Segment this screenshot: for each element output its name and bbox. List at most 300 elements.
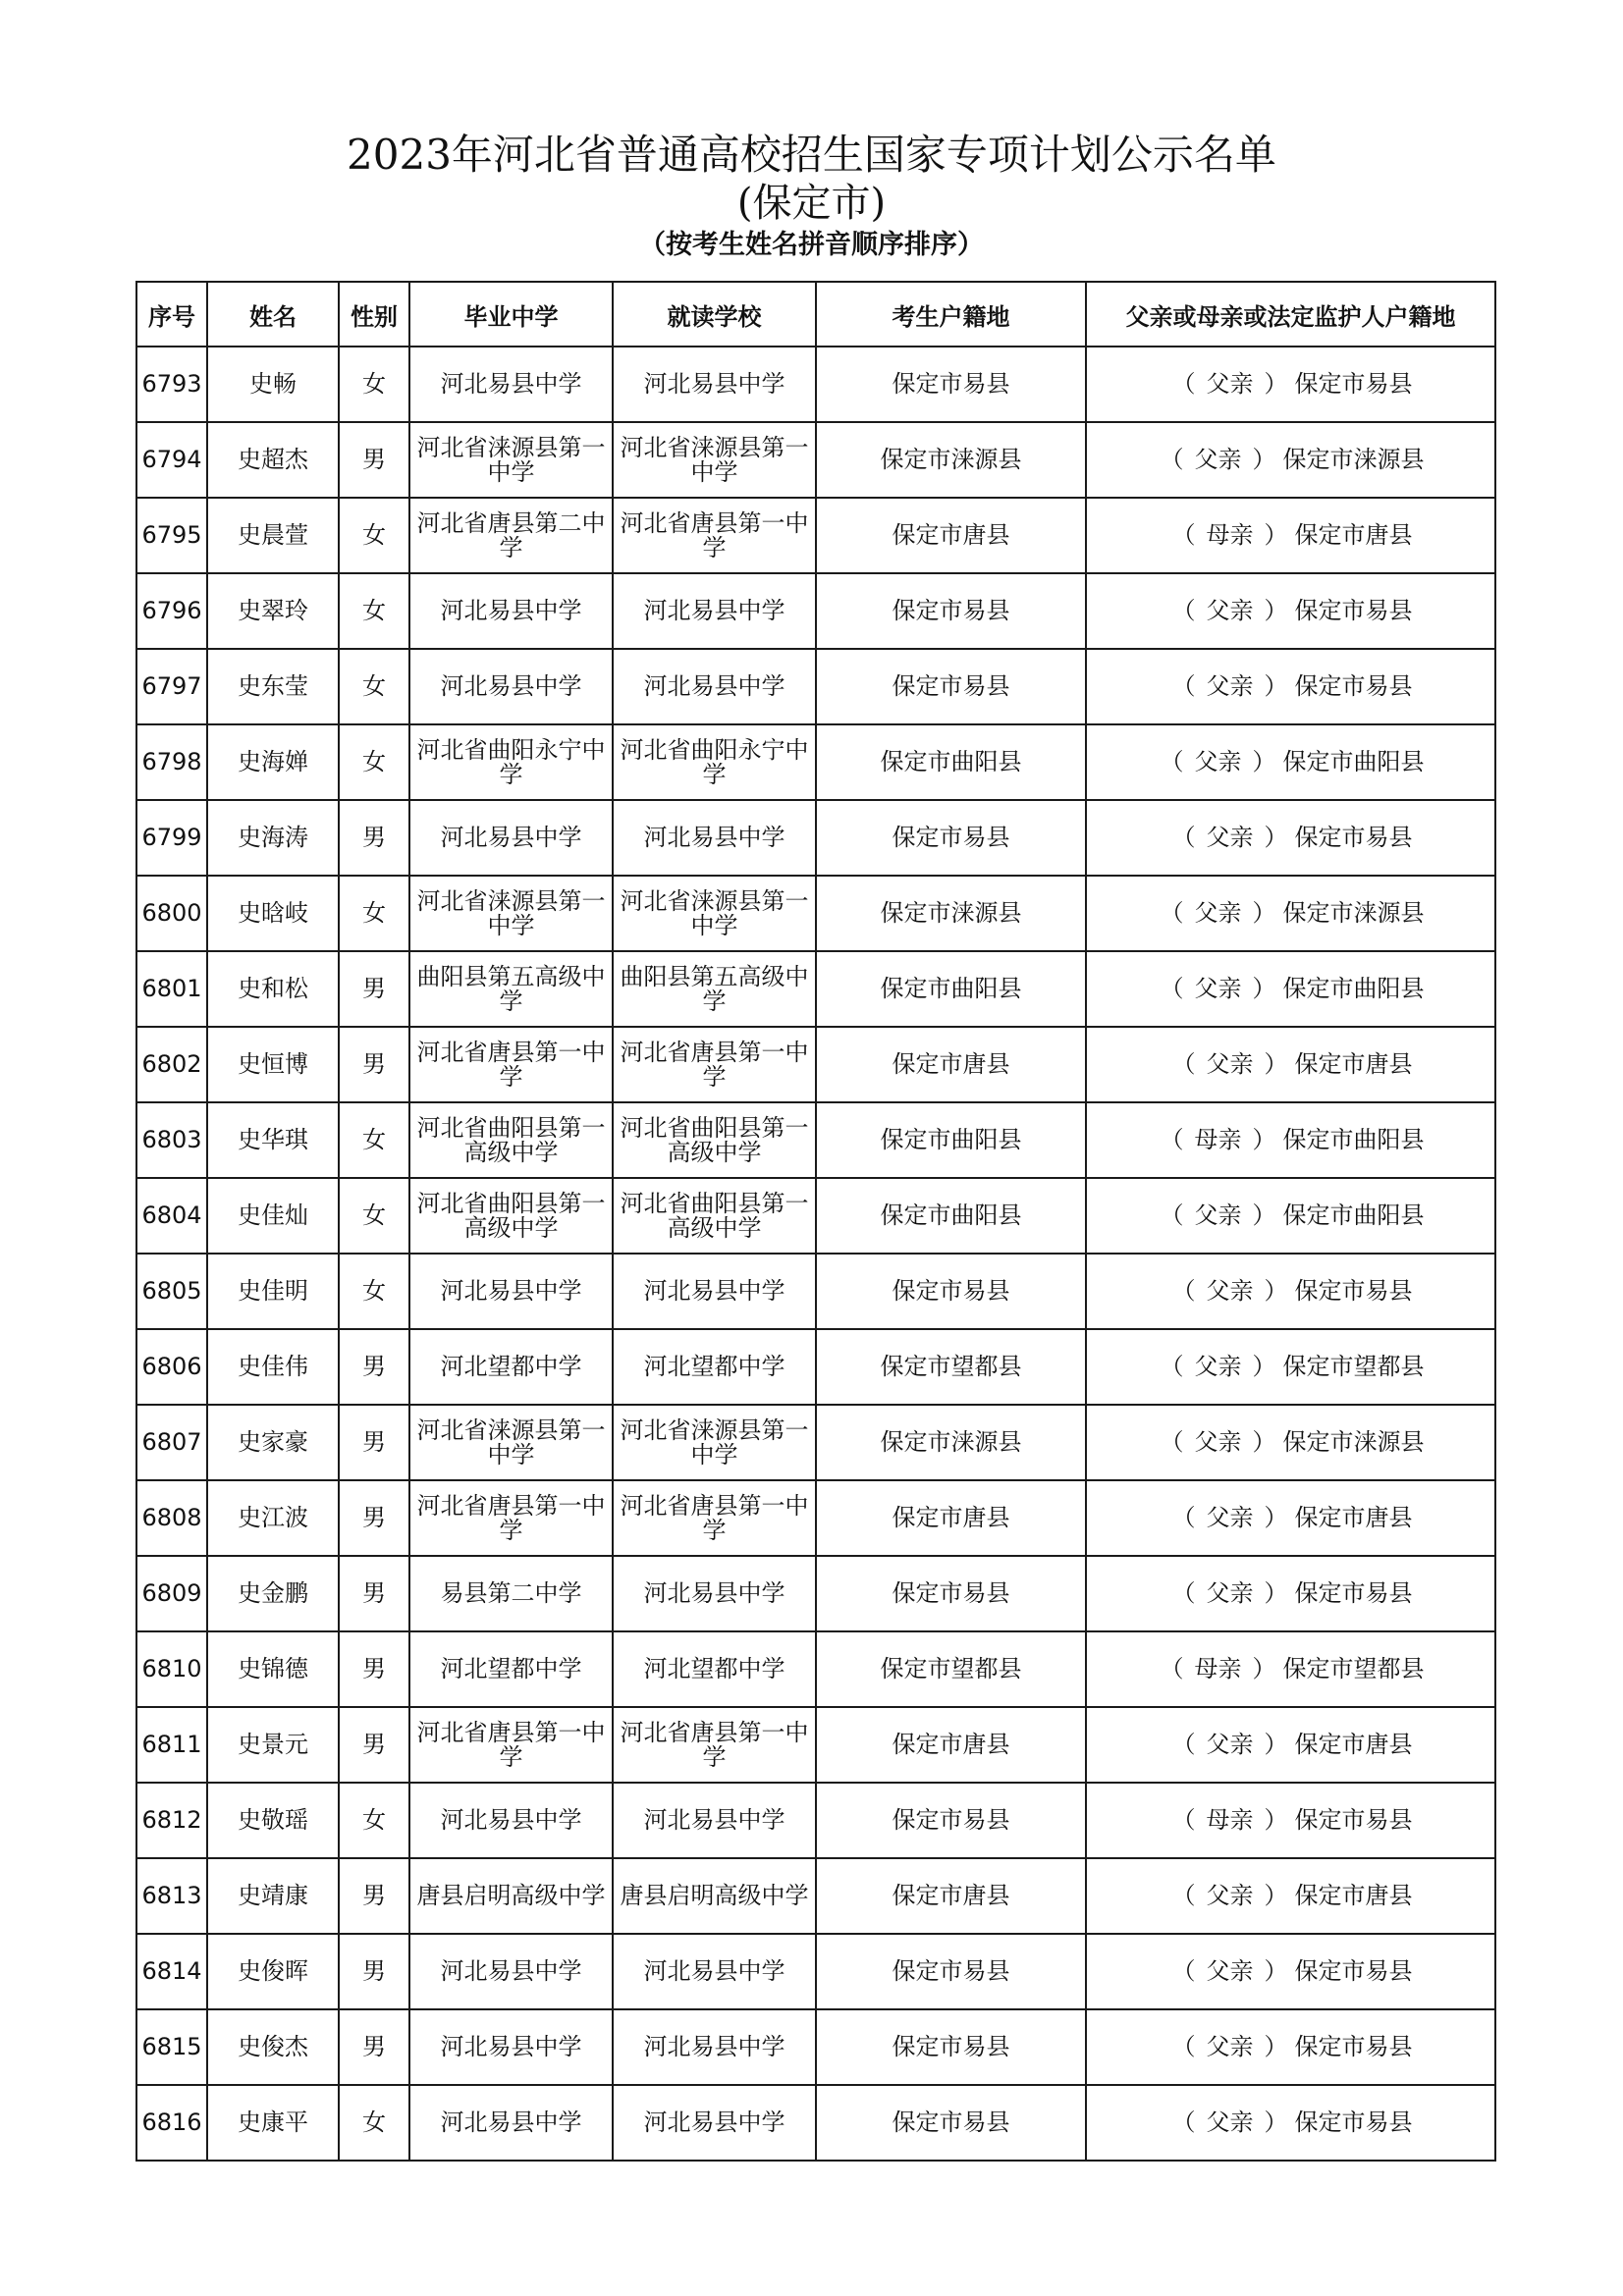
- guardian-domicile-cell: [1086, 2085, 1495, 2161]
- close-paren: ）: [1264, 1731, 1288, 1758]
- guardian-domicile: 保定市易县: [1294, 1277, 1413, 1305]
- current-school-cell: 河北易县中学: [613, 2009, 816, 2085]
- name-cell: 史海涛: [207, 800, 339, 876]
- current-school-cell: 河北易县中学: [613, 1254, 816, 1329]
- open-paren: （: [1160, 1126, 1184, 1153]
- guardian-domicile: 保定市易县: [1294, 824, 1413, 851]
- grad-school-cell: 河北省曲阳县第一高级中学: [409, 1102, 613, 1178]
- guardian-domicile-cell: [1086, 347, 1495, 422]
- name-cell: 史江波: [207, 1480, 339, 1556]
- domicile-cell: 保定市望都县: [816, 1329, 1086, 1405]
- guardian-domicile-cell: [1086, 498, 1495, 573]
- grad-school-cell: 河北易县中学: [409, 649, 613, 724]
- current-school-cell: 河北易县中学: [613, 1556, 816, 1631]
- current-school-cell: 河北省曲阳县第一高级中学: [613, 1178, 816, 1254]
- seq-cell: 6804: [136, 1178, 207, 1254]
- guardian-domicile-cell: [1086, 1858, 1495, 1934]
- seq-cell: 6802: [136, 1027, 207, 1102]
- domicile-cell: 保定市易县: [816, 1254, 1086, 1329]
- guardian-relation: 父亲: [1206, 672, 1254, 700]
- guardian-domicile-cell: [1086, 1405, 1495, 1480]
- close-paren: ）: [1264, 1050, 1288, 1078]
- grad-school-cell: 河北省曲阳县第一高级中学: [409, 1178, 613, 1254]
- gender-cell: 女: [339, 347, 409, 422]
- close-paren: ）: [1252, 1353, 1276, 1380]
- open-paren: （: [1160, 1353, 1184, 1380]
- guardian-domicile-cell: [1086, 1329, 1495, 1405]
- guardian-domicile-cell: [1086, 1102, 1495, 1178]
- guardian-domicile: 保定市唐县: [1294, 1731, 1413, 1758]
- grad-school-cell: 易县第二中学: [409, 1556, 613, 1631]
- current-school-cell: 河北省曲阳永宁中学: [613, 724, 816, 800]
- grad-school-cell: 河北省曲阳永宁中学: [409, 724, 613, 800]
- gender-cell: 女: [339, 724, 409, 800]
- name-cell: 史佳伟: [207, 1329, 339, 1405]
- domicile-cell: 保定市易县: [816, 1783, 1086, 1858]
- open-paren: （: [1171, 1957, 1196, 1985]
- current-school-cell: 河北易县中学: [613, 347, 816, 422]
- grad-school-cell: 河北易县中学: [409, 347, 613, 422]
- table-row: [136, 1556, 1495, 1631]
- close-paren: ）: [1264, 672, 1288, 700]
- grad-school-cell: 河北省涞源县第一中学: [409, 422, 613, 498]
- open-paren: （: [1160, 1428, 1184, 1456]
- grad-school-cell: 河北省涞源县第一中学: [409, 1405, 613, 1480]
- domicile-cell: 保定市易县: [816, 800, 1086, 876]
- table-row: [136, 422, 1495, 498]
- gender-cell: 男: [339, 1027, 409, 1102]
- current-school-cell: 河北易县中学: [613, 2085, 816, 2161]
- guardian-domicile-cell: [1086, 573, 1495, 649]
- open-paren: （: [1171, 1882, 1196, 1909]
- name-cell: 史佳灿: [207, 1178, 339, 1254]
- current-school-cell: 曲阳县第五高级中学: [613, 951, 816, 1027]
- close-paren: ）: [1264, 1806, 1288, 1834]
- seq-cell: 6801: [136, 951, 207, 1027]
- current-school-cell: 河北易县中学: [613, 573, 816, 649]
- guardian-relation: 父亲: [1206, 824, 1254, 851]
- name-cell: 史畅: [207, 347, 339, 422]
- table-row: [136, 1102, 1495, 1178]
- domicile-cell: 保定市望都县: [816, 1631, 1086, 1707]
- grad-school-cell: 河北省唐县第一中学: [409, 1707, 613, 1783]
- close-paren: ）: [1252, 899, 1276, 927]
- name-cell: 史俊杰: [207, 2009, 339, 2085]
- close-paren: ）: [1264, 521, 1288, 549]
- guardian-domicile-cell: [1086, 1027, 1495, 1102]
- table-row: [136, 1254, 1495, 1329]
- column-header-gender: 性别: [339, 282, 409, 347]
- name-cell: 史家豪: [207, 1405, 339, 1480]
- domicile-cell: 保定市涞源县: [816, 1405, 1086, 1480]
- guardian-domicile: 保定市涞源县: [1282, 899, 1425, 927]
- close-paren: ）: [1264, 2109, 1288, 2136]
- guardian-domicile: 保定市易县: [1294, 1806, 1413, 1834]
- table-row: [136, 649, 1495, 724]
- gender-cell: 男: [339, 1707, 409, 1783]
- grad-school-cell: 河北易县中学: [409, 1254, 613, 1329]
- guardian-relation: 父亲: [1206, 1277, 1254, 1305]
- guardian-domicile: 保定市唐县: [1294, 1050, 1413, 1078]
- guardian-domicile-cell: [1086, 1934, 1495, 2009]
- name-cell: 史海婵: [207, 724, 339, 800]
- guardian-domicile: 保定市易县: [1294, 2109, 1413, 2136]
- guardian-domicile-cell: [1086, 1631, 1495, 1707]
- table-body: [136, 347, 1495, 2161]
- guardian-domicile-cell: [1086, 2009, 1495, 2085]
- table-row: [136, 498, 1495, 573]
- column-header-seq: 序号: [136, 282, 207, 347]
- name-cell: 史佳明: [207, 1254, 339, 1329]
- current-school-cell: 河北省唐县第一中学: [613, 1480, 816, 1556]
- table-header-row: [136, 282, 1495, 347]
- seq-cell: 6805: [136, 1254, 207, 1329]
- close-paren: ）: [1264, 1277, 1288, 1305]
- roster-table: [135, 281, 1496, 2162]
- open-paren: （: [1160, 1655, 1184, 1682]
- grad-school-cell: 河北易县中学: [409, 1783, 613, 1858]
- guardian-relation: 父亲: [1206, 370, 1254, 398]
- open-paren: （: [1171, 1579, 1196, 1607]
- close-paren: ）: [1252, 1126, 1276, 1153]
- open-paren: （: [1171, 1806, 1196, 1834]
- gender-cell: 女: [339, 1102, 409, 1178]
- open-paren: （: [1171, 370, 1196, 398]
- seq-cell: 6794: [136, 422, 207, 498]
- close-paren: ）: [1264, 824, 1288, 851]
- gender-cell: 男: [339, 800, 409, 876]
- seq-cell: 6803: [136, 1102, 207, 1178]
- guardian-domicile: 保定市易县: [1294, 1957, 1413, 1985]
- table-row: [136, 1707, 1495, 1783]
- guardian-domicile: 保定市曲阳县: [1282, 1126, 1425, 1153]
- gender-cell: 男: [339, 422, 409, 498]
- gender-cell: 男: [339, 1480, 409, 1556]
- guardian-domicile-cell: [1086, 422, 1495, 498]
- guardian-domicile-cell: [1086, 876, 1495, 951]
- guardian-relation: 父亲: [1206, 1050, 1254, 1078]
- table-row: [136, 573, 1495, 649]
- gender-cell: 女: [339, 573, 409, 649]
- open-paren: （: [1160, 446, 1184, 473]
- table-row: [136, 1783, 1495, 1858]
- domicile-cell: 保定市易县: [816, 1934, 1086, 2009]
- seq-cell: 6797: [136, 649, 207, 724]
- table-row: [136, 800, 1495, 876]
- guardian-domicile: 保定市曲阳县: [1282, 748, 1425, 775]
- gender-cell: 男: [339, 1556, 409, 1631]
- open-paren: （: [1171, 2109, 1196, 2136]
- current-school-cell: 河北省涞源县第一中学: [613, 1405, 816, 1480]
- guardian-relation: 父亲: [1206, 1882, 1254, 1909]
- current-school-cell: 河北望都中学: [613, 1329, 816, 1405]
- guardian-domicile: 保定市涞源县: [1282, 446, 1425, 473]
- sort-note: （按考生姓名拼音顺序排序）: [639, 230, 984, 260]
- table-row: [136, 1405, 1495, 1480]
- grad-school-cell: 河北省唐县第一中学: [409, 1480, 613, 1556]
- guardian-domicile-cell: [1086, 1254, 1495, 1329]
- domicile-cell: 保定市易县: [816, 649, 1086, 724]
- grad-school-cell: 河北望都中学: [409, 1631, 613, 1707]
- domicile-cell: 保定市唐县: [816, 1480, 1086, 1556]
- seq-cell: 6796: [136, 573, 207, 649]
- guardian-relation: 母亲: [1206, 521, 1254, 549]
- current-school-cell: 河北省唐县第一中学: [613, 1707, 816, 1783]
- gender-cell: 女: [339, 1783, 409, 1858]
- open-paren: （: [1171, 597, 1196, 624]
- grad-school-cell: 河北易县中学: [409, 800, 613, 876]
- close-paren: ）: [1264, 2033, 1288, 2060]
- domicile-cell: 保定市涞源县: [816, 422, 1086, 498]
- guardian-domicile: 保定市望都县: [1282, 1353, 1425, 1380]
- column-header-grad-school: 毕业中学: [409, 282, 613, 347]
- domicile-cell: 保定市唐县: [816, 1858, 1086, 1934]
- current-school-cell: 河北易县中学: [613, 649, 816, 724]
- name-cell: 史东莹: [207, 649, 339, 724]
- grad-school-cell: 唐县启明高级中学: [409, 1858, 613, 1934]
- table-row: [136, 1480, 1495, 1556]
- guardian-relation: 母亲: [1194, 1655, 1242, 1682]
- page-title: 2023年河北省普通高校招生国家专项计划公示名单: [347, 131, 1276, 179]
- seq-cell: 6814: [136, 1934, 207, 2009]
- open-paren: （: [1160, 1201, 1184, 1229]
- open-paren: （: [1171, 672, 1196, 700]
- domicile-cell: 保定市唐县: [816, 1027, 1086, 1102]
- guardian-relation: 父亲: [1194, 446, 1242, 473]
- name-cell: 史俊晖: [207, 1934, 339, 2009]
- gender-cell: 男: [339, 1934, 409, 2009]
- guardian-domicile: 保定市唐县: [1294, 521, 1413, 549]
- grad-school-cell: 河北易县中学: [409, 2085, 613, 2161]
- name-cell: 史华琪: [207, 1102, 339, 1178]
- guardian-relation: 父亲: [1194, 1428, 1242, 1456]
- guardian-domicile: 保定市唐县: [1294, 1504, 1413, 1531]
- current-school-cell: 河北易县中学: [613, 1783, 816, 1858]
- seq-cell: 6816: [136, 2085, 207, 2161]
- guardian-relation: 父亲: [1194, 899, 1242, 927]
- open-paren: （: [1160, 975, 1184, 1002]
- guardian-domicile-cell: [1086, 1707, 1495, 1783]
- seq-cell: 6800: [136, 876, 207, 951]
- name-cell: 史景元: [207, 1707, 339, 1783]
- column-header-domicile: 考生户籍地: [816, 282, 1086, 347]
- name-cell: 史金鹏: [207, 1556, 339, 1631]
- domicile-cell: 保定市曲阳县: [816, 951, 1086, 1027]
- seq-cell: 6811: [136, 1707, 207, 1783]
- gender-cell: 男: [339, 1405, 409, 1480]
- guardian-relation: 父亲: [1194, 748, 1242, 775]
- open-paren: （: [1160, 899, 1184, 927]
- guardian-domicile-cell: [1086, 1783, 1495, 1858]
- domicile-cell: 保定市曲阳县: [816, 1102, 1086, 1178]
- grad-school-cell: 河北望都中学: [409, 1329, 613, 1405]
- guardian-domicile: 保定市曲阳县: [1282, 975, 1425, 1002]
- open-paren: （: [1160, 748, 1184, 775]
- close-paren: ）: [1252, 1655, 1276, 1682]
- grad-school-cell: 曲阳县第五高级中学: [409, 951, 613, 1027]
- guardian-domicile: 保定市易县: [1294, 2033, 1413, 2060]
- open-paren: （: [1171, 2033, 1196, 2060]
- name-cell: 史晗岐: [207, 876, 339, 951]
- seq-cell: 6793: [136, 347, 207, 422]
- name-cell: 史超杰: [207, 422, 339, 498]
- domicile-cell: 保定市涞源县: [816, 876, 1086, 951]
- close-paren: ）: [1264, 1579, 1288, 1607]
- guardian-domicile: 保定市涞源县: [1282, 1428, 1425, 1456]
- current-school-cell: 河北易县中学: [613, 800, 816, 876]
- current-school-cell: 河北望都中学: [613, 1631, 816, 1707]
- open-paren: （: [1171, 824, 1196, 851]
- guardian-domicile-cell: [1086, 1556, 1495, 1631]
- close-paren: ）: [1252, 446, 1276, 473]
- seq-cell: 6795: [136, 498, 207, 573]
- guardian-domicile-cell: [1086, 800, 1495, 876]
- gender-cell: 男: [339, 951, 409, 1027]
- name-cell: 史敬瑶: [207, 1783, 339, 1858]
- page-subtitle: (保定市): [736, 181, 887, 226]
- grad-school-cell: 河北易县中学: [409, 1934, 613, 2009]
- gender-cell: 女: [339, 1254, 409, 1329]
- column-header-guardian-domicile: 父亲或母亲或法定监护人户籍地: [1086, 282, 1495, 347]
- current-school-cell: 唐县启明高级中学: [613, 1858, 816, 1934]
- current-school-cell: 河北易县中学: [613, 1934, 816, 2009]
- open-paren: （: [1171, 1731, 1196, 1758]
- domicile-cell: 保定市易县: [816, 2085, 1086, 2161]
- guardian-relation: 父亲: [1194, 1201, 1242, 1229]
- domicile-cell: 保定市曲阳县: [816, 1178, 1086, 1254]
- seq-cell: 6813: [136, 1858, 207, 1934]
- grad-school-cell: 河北易县中学: [409, 573, 613, 649]
- table-row: [136, 724, 1495, 800]
- guardian-relation: 父亲: [1206, 1731, 1254, 1758]
- name-cell: 史翠玲: [207, 573, 339, 649]
- current-school-cell: 河北省涞源县第一中学: [613, 422, 816, 498]
- column-header-current-school: 就读学校: [613, 282, 816, 347]
- seq-cell: 6810: [136, 1631, 207, 1707]
- gender-cell: 男: [339, 1329, 409, 1405]
- open-paren: （: [1171, 1504, 1196, 1531]
- table-row: [136, 347, 1495, 422]
- domicile-cell: 保定市唐县: [816, 1707, 1086, 1783]
- guardian-relation: 父亲: [1206, 1957, 1254, 1985]
- seq-cell: 6798: [136, 724, 207, 800]
- open-paren: （: [1171, 1050, 1196, 1078]
- name-cell: 史靖康: [207, 1858, 339, 1934]
- name-cell: 史和松: [207, 951, 339, 1027]
- table-row: [136, 1858, 1495, 1934]
- close-paren: ）: [1264, 1957, 1288, 1985]
- close-paren: ）: [1264, 1504, 1288, 1531]
- name-cell: 史锦德: [207, 1631, 339, 1707]
- current-school-cell: 河北省涞源县第一中学: [613, 876, 816, 951]
- close-paren: ）: [1264, 1882, 1288, 1909]
- close-paren: ）: [1252, 1428, 1276, 1456]
- guardian-relation: 母亲: [1206, 1806, 1254, 1834]
- guardian-relation: 父亲: [1206, 597, 1254, 624]
- grad-school-cell: 河北易县中学: [409, 2009, 613, 2085]
- gender-cell: 女: [339, 498, 409, 573]
- domicile-cell: 保定市易县: [816, 573, 1086, 649]
- guardian-domicile: 保定市易县: [1294, 672, 1413, 700]
- gender-cell: 女: [339, 2085, 409, 2161]
- guardian-domicile: 保定市易县: [1294, 597, 1413, 624]
- seq-cell: 6807: [136, 1405, 207, 1480]
- guardian-relation: 父亲: [1206, 1579, 1254, 1607]
- name-cell: 史恒博: [207, 1027, 339, 1102]
- guardian-domicile-cell: [1086, 951, 1495, 1027]
- table-row: [136, 1631, 1495, 1707]
- seq-cell: 6815: [136, 2009, 207, 2085]
- guardian-domicile: 保定市望都县: [1282, 1655, 1425, 1682]
- guardian-relation: 父亲: [1206, 2109, 1254, 2136]
- guardian-domicile: 保定市易县: [1294, 370, 1413, 398]
- seq-cell: 6809: [136, 1556, 207, 1631]
- current-school-cell: 河北省曲阳县第一高级中学: [613, 1102, 816, 1178]
- domicile-cell: 保定市唐县: [816, 498, 1086, 573]
- grad-school-cell: 河北省涞源县第一中学: [409, 876, 613, 951]
- guardian-domicile: 保定市易县: [1294, 1579, 1413, 1607]
- close-paren: ）: [1252, 1201, 1276, 1229]
- table-row: [136, 951, 1495, 1027]
- guardian-relation: 父亲: [1206, 2033, 1254, 2060]
- grad-school-cell: 河北省唐县第二中学: [409, 498, 613, 573]
- seq-cell: 6806: [136, 1329, 207, 1405]
- close-paren: ）: [1252, 975, 1276, 1002]
- gender-cell: 女: [339, 1178, 409, 1254]
- grad-school-cell: 河北省唐县第一中学: [409, 1027, 613, 1102]
- guardian-relation: 母亲: [1194, 1126, 1242, 1153]
- close-paren: ）: [1252, 748, 1276, 775]
- domicile-cell: 保定市易县: [816, 347, 1086, 422]
- guardian-domicile-cell: [1086, 649, 1495, 724]
- guardian-domicile-cell: [1086, 1480, 1495, 1556]
- table-row: [136, 1027, 1495, 1102]
- seq-cell: 6799: [136, 800, 207, 876]
- guardian-relation: 父亲: [1206, 1504, 1254, 1531]
- seq-cell: 6812: [136, 1783, 207, 1858]
- current-school-cell: 河北省唐县第一中学: [613, 1027, 816, 1102]
- table-row: [136, 1934, 1495, 2009]
- gender-cell: 男: [339, 2009, 409, 2085]
- table-row: [136, 2085, 1495, 2161]
- name-cell: 史晨萱: [207, 498, 339, 573]
- guardian-relation: 父亲: [1194, 975, 1242, 1002]
- table-row: [136, 1178, 1495, 1254]
- table-row: [136, 2009, 1495, 2085]
- domicile-cell: 保定市易县: [816, 2009, 1086, 2085]
- seq-cell: 6808: [136, 1480, 207, 1556]
- table-row: [136, 876, 1495, 951]
- gender-cell: 男: [339, 1858, 409, 1934]
- domicile-cell: 保定市易县: [816, 1556, 1086, 1631]
- table-row: [136, 1329, 1495, 1405]
- open-paren: （: [1171, 521, 1196, 549]
- current-school-cell: 河北省唐县第一中学: [613, 498, 816, 573]
- gender-cell: 男: [339, 1631, 409, 1707]
- guardian-domicile: 保定市曲阳县: [1282, 1201, 1425, 1229]
- close-paren: ）: [1264, 597, 1288, 624]
- guardian-domicile-cell: [1086, 724, 1495, 800]
- gender-cell: 女: [339, 876, 409, 951]
- gender-cell: 女: [339, 649, 409, 724]
- domicile-cell: 保定市曲阳县: [816, 724, 1086, 800]
- column-header-name: 姓名: [207, 282, 339, 347]
- open-paren: （: [1171, 1277, 1196, 1305]
- close-paren: ）: [1264, 370, 1288, 398]
- name-cell: 史康平: [207, 2085, 339, 2161]
- guardian-relation: 父亲: [1194, 1353, 1242, 1380]
- guardian-domicile-cell: [1086, 1178, 1495, 1254]
